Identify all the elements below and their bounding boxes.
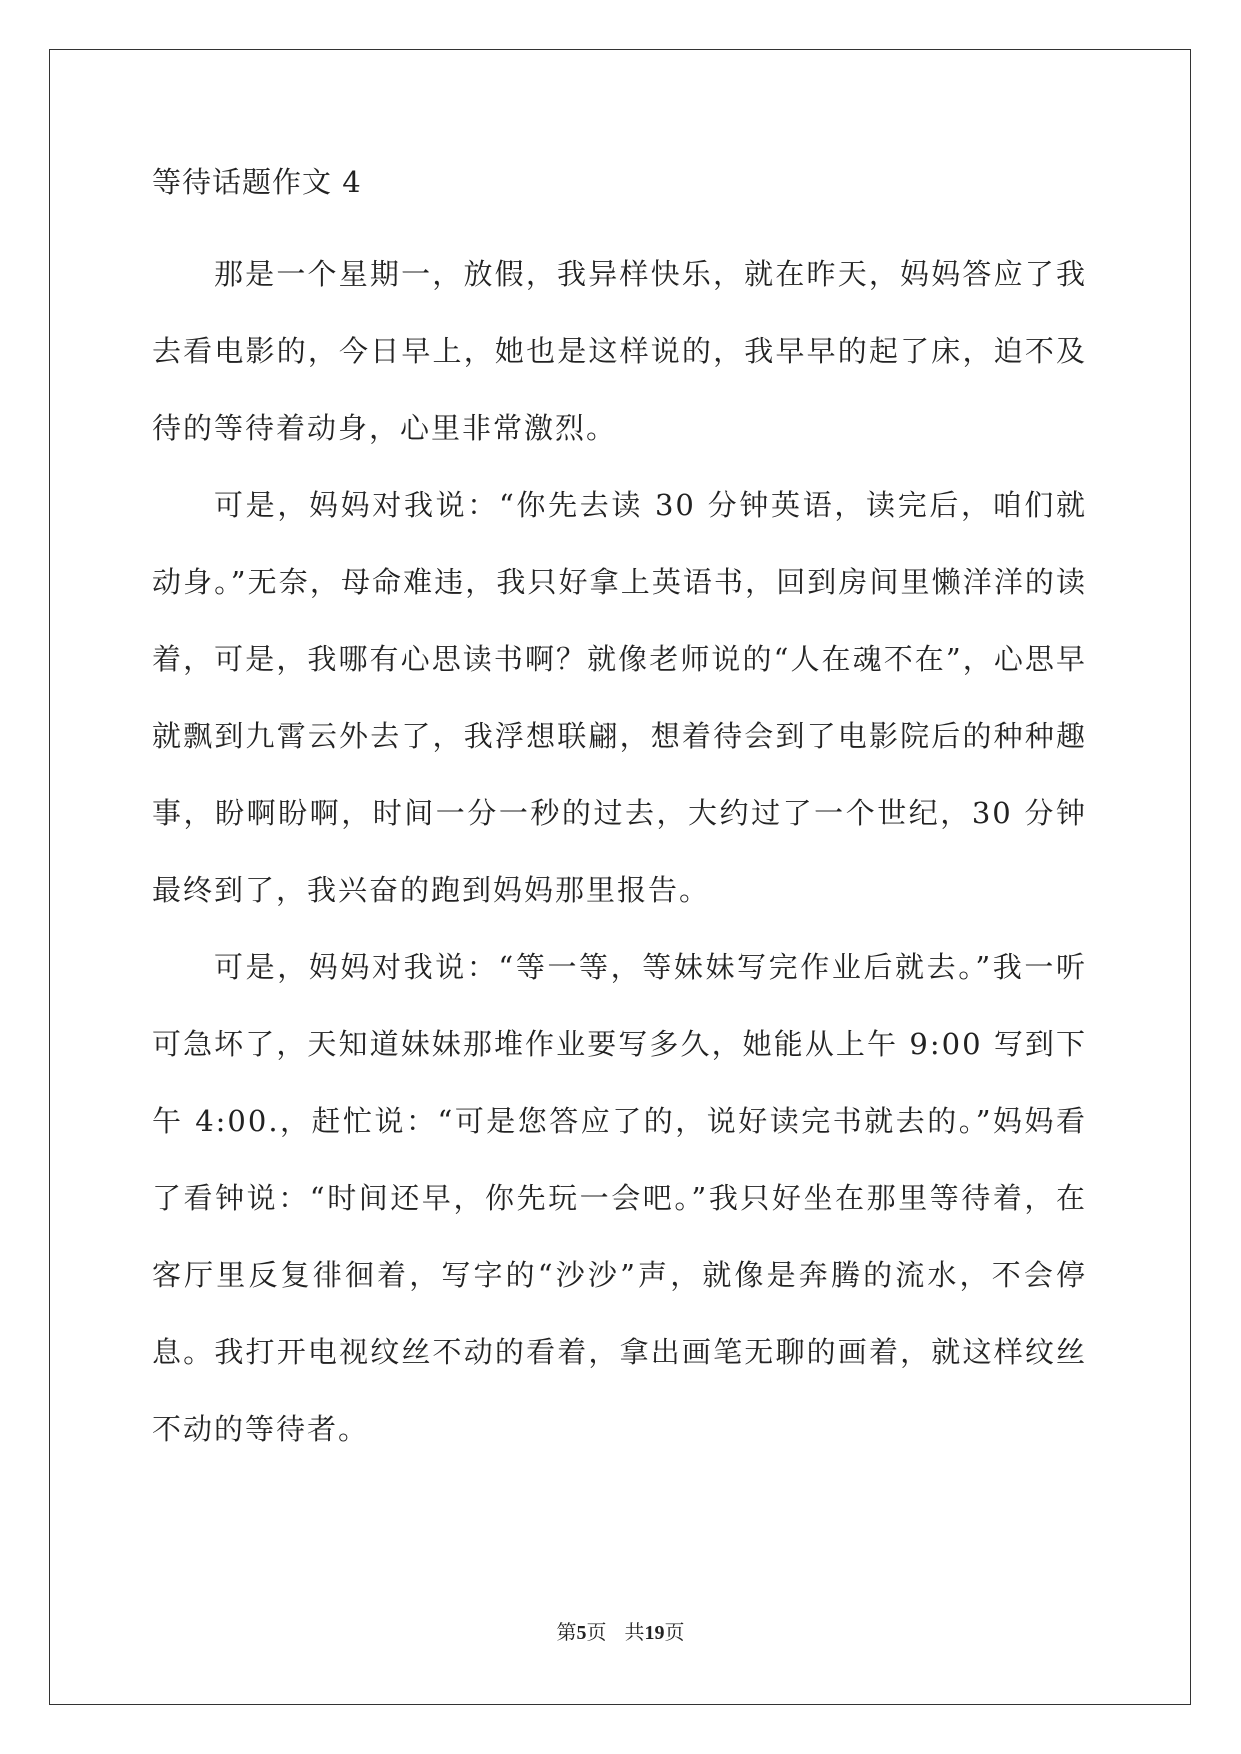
footer-prefix: 第 bbox=[556, 1620, 577, 1644]
document-body bbox=[152, 162, 1087, 1468]
footer-page-suffix: 页 bbox=[586, 1620, 607, 1644]
footer-total-prefix: 共 bbox=[624, 1620, 645, 1644]
current-page-number: 5 bbox=[576, 1622, 587, 1644]
paragraph-2: 可是，妈妈对我说：“你先去读 30 分钟英语，读完后，咱们就动身。”无奈，母命难违，我只好拿上英语书，回到房间里懒洋洋的读着，可是，我哪有心思读书啊？就像老师说的“人在魂不在”，心思早就飘到九霄云外去了，我浮想联翩，想着待会到了电影院后的种种趣事，盼啊盼啊，时间一分一秒的过去，大约过了一个世纪，30 分钟最终到了，我兴奋的跑到妈妈那里报告。 bbox=[152, 488, 1087, 907]
total-pages-number: 19 bbox=[644, 1622, 665, 1644]
document-title: 等待话题作文 4 bbox=[152, 165, 362, 199]
page-footer bbox=[0, 1620, 1241, 1645]
paragraph-1: 那是一个星期一，放假，我异样快乐，就在昨天，妈妈答应了我去看电影的，今日早上，她也是这样说的，我早早的起了床，迫不及待的等待着动身，心里非常激烈。 bbox=[152, 257, 1087, 445]
paragraph-3: 可是，妈妈对我说：“等一等，等妹妹写完作业后就去。”我一听可急坏了，天知道妹妹那堆作业要写多久，她能从上午 9:00 写到下午 4:00.，赶忙说：“可是您答应了的，说好读完书就去的。”妈妈看了看钟说：“时间还早，你先玩一会吧。”我只好坐在那里等待着，在客厅里反复徘徊着，写字的“沙沙”声，就像是奔腾的流水，不会停息。我打开电视纹丝不动的看着，拿出画笔无聊的画着，就这样纹丝不动的等待者。 bbox=[152, 950, 1087, 1446]
footer-total-suffix: 页 bbox=[664, 1620, 685, 1644]
